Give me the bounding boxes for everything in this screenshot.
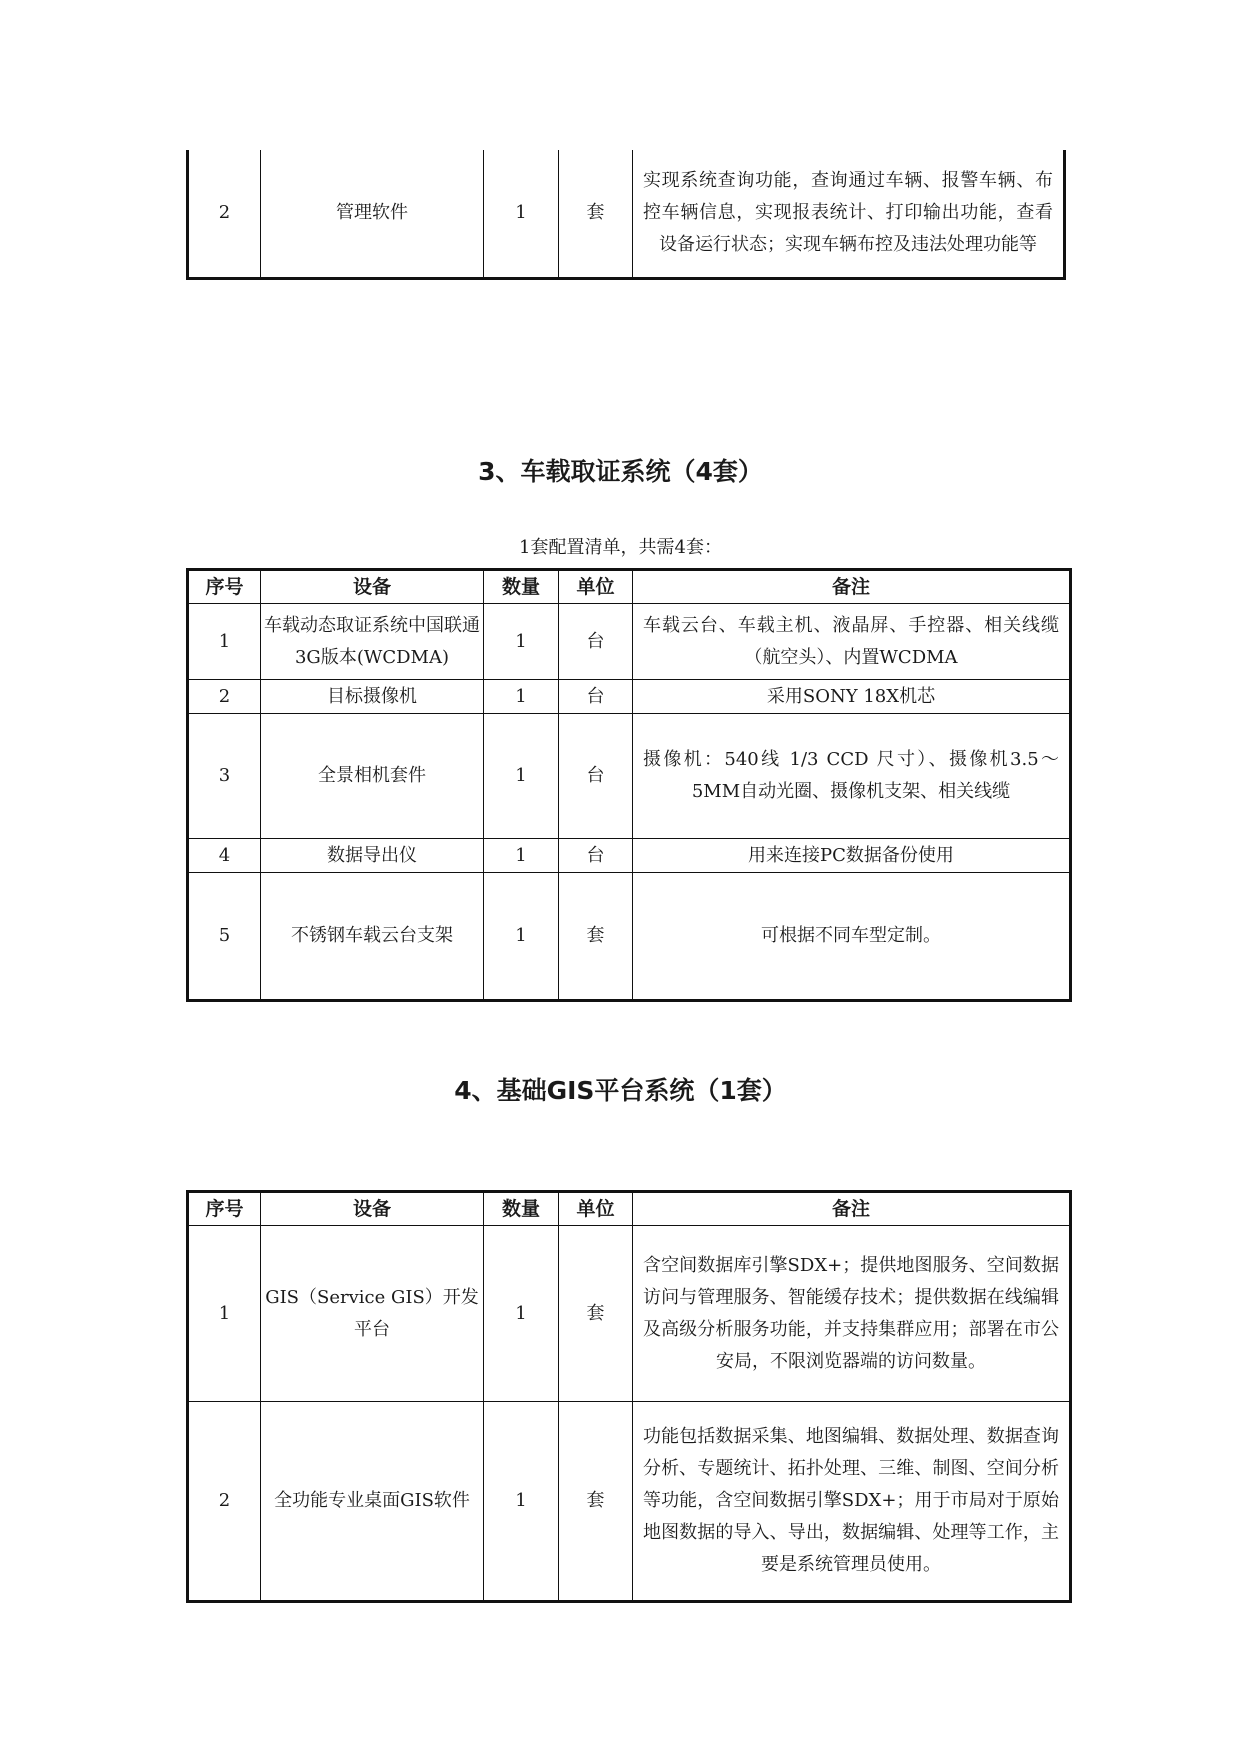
cell-note: 摄像机：540线 1/3 CCD 尺寸）、摄像机3.5～5MM自动光圈、摄像机支架、相关线缆 [633, 714, 1071, 839]
cell-note: 含空间数据库引擎SDX+；提供地图服务、空间数据访问与管理服务、智能缓存技术；提供数据在线编辑及高级分析服务功能，并支持集群应用；部署在市公安局，不限浏览器端的访问数量。 [633, 1226, 1071, 1402]
cell-no: 5 [188, 873, 261, 1001]
header-unit: 单位 [559, 570, 633, 604]
cell-device: 数据导出仪 [261, 839, 484, 873]
cell-unit: 套 [559, 150, 633, 278]
table-row [188, 873, 1071, 1001]
header-note: 备注 [633, 1192, 1071, 1226]
section4-table [186, 1190, 1072, 1603]
cell-unit: 台 [559, 604, 633, 680]
table-header-row [188, 570, 1071, 604]
cell-device: 车载动态取证系统中国联通3G版本(WCDMA) [261, 604, 484, 680]
cell-no: 2 [188, 150, 261, 278]
cell-no: 2 [188, 680, 261, 714]
section3-table [186, 568, 1072, 1002]
header-device: 设备 [261, 570, 484, 604]
cell-device: 全景相机套件 [261, 714, 484, 839]
section4-title: 4、基础GIS平台系统（1套） [454, 1076, 787, 1105]
cell-device: 全功能专业桌面GIS软件 [261, 1402, 484, 1602]
cell-note: 用来连接PC数据备份使用 [633, 839, 1071, 873]
cell-unit: 台 [559, 714, 633, 839]
section3-title: 3、车载取证系统（4套） [478, 457, 763, 486]
table-header-row [188, 1192, 1071, 1226]
cell-no: 2 [188, 1402, 261, 1602]
table-row [188, 839, 1071, 873]
cell-device: 管理软件 [261, 150, 484, 278]
cell-note: 采用SONY 18X机芯 [633, 680, 1071, 714]
header-qty: 数量 [484, 1192, 559, 1226]
cell-qty: 1 [484, 714, 559, 839]
cell-device: 不锈钢车载云台支架 [261, 873, 484, 1001]
header-unit: 单位 [559, 1192, 633, 1226]
table-row [188, 1226, 1071, 1402]
table-row [188, 1402, 1071, 1602]
cell-unit: 套 [559, 873, 633, 1001]
cell-no: 1 [188, 1226, 261, 1402]
cell-unit: 套 [559, 1402, 633, 1602]
cell-unit: 台 [559, 839, 633, 873]
cell-no: 4 [188, 839, 261, 873]
cell-no: 1 [188, 604, 261, 680]
cell-qty: 1 [484, 680, 559, 714]
header-no: 序号 [188, 570, 261, 604]
cell-qty: 1 [484, 604, 559, 680]
cell-qty: 1 [484, 150, 559, 278]
cell-qty: 1 [484, 839, 559, 873]
cell-device: 目标摄像机 [261, 680, 484, 714]
cell-note: 车载云台、车载主机、液晶屏、手控器、相关线缆（航空头）、内置WCDMA [633, 604, 1071, 680]
section3-caption: 1套配置清单，共需4套： [519, 537, 722, 558]
cell-qty: 1 [484, 1402, 559, 1602]
table-row [188, 680, 1071, 714]
table-row [188, 714, 1071, 839]
cell-qty: 1 [484, 1226, 559, 1402]
header-qty: 数量 [484, 570, 559, 604]
cell-qty: 1 [484, 873, 559, 1001]
cell-note: 实现系统查询功能，查询通过车辆、报警车辆、布控车辆信息，实现报表统计、打印输出功能，查看设备运行状态；实现车辆布控及违法处理功能等 [633, 150, 1065, 278]
header-note: 备注 [633, 570, 1071, 604]
cell-device: GIS（Service GIS）开发平台 [261, 1226, 484, 1402]
header-device: 设备 [261, 1192, 484, 1226]
table-row [188, 150, 1065, 278]
header-no: 序号 [188, 1192, 261, 1226]
cell-note: 功能包括数据采集、地图编辑、数据处理、数据查询分析、专题统计、拓扑处理、三维、制图、空间分析等功能，含空间数据引擎SDX+；用于市局对于原始地图数据的导入、导出，数据编辑、处理等工作，主要是系统管理员使用。 [633, 1402, 1071, 1602]
cell-note: 可根据不同车型定制。 [633, 873, 1071, 1001]
cell-unit: 台 [559, 680, 633, 714]
prev-table [186, 150, 1066, 280]
cell-unit: 套 [559, 1226, 633, 1402]
cell-no: 3 [188, 714, 261, 839]
table-row [188, 604, 1071, 680]
